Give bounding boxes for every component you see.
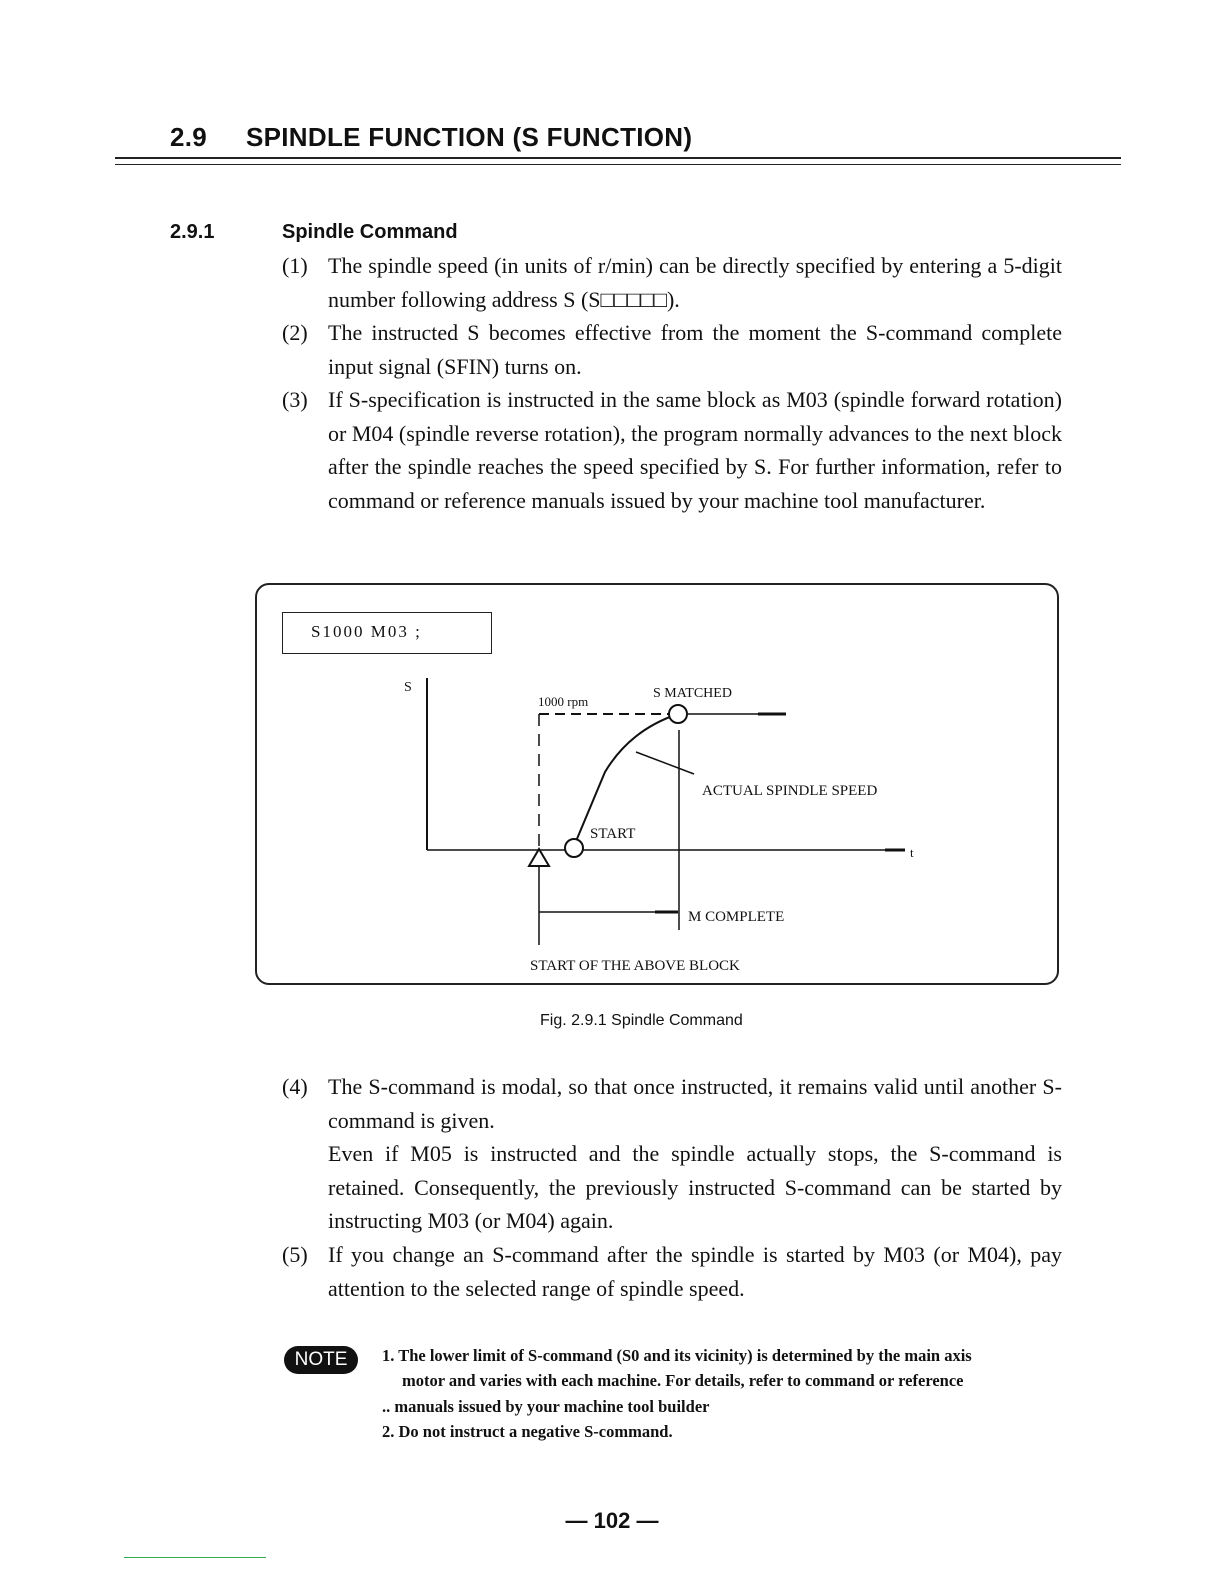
actual-speed-leader — [636, 752, 694, 774]
note-line: 2. Do not instruct a negative S-command. — [382, 1422, 673, 1441]
s-matched-marker — [669, 705, 687, 723]
list-item — [282, 1238, 1062, 1305]
m-complete-label: M COMPLETE — [688, 909, 785, 925]
axis-t-label: t — [910, 845, 914, 860]
list-item-text-continued: Even if M05 is instructed and the spindle actually stops, the S-command is retained. Consequently, the previously instructed S-command can be started by instructing M03 (or M04) again. — [328, 1141, 1062, 1233]
block-start-triangle — [529, 849, 549, 866]
section-number: 2.9 — [170, 122, 208, 152]
start-marker — [565, 839, 583, 857]
list-item — [282, 1070, 1062, 1238]
rpm-label: 1000 rpm — [538, 694, 589, 709]
list-item-label: (2) — [282, 320, 308, 345]
note-badge: NOTE — [284, 1346, 358, 1374]
list-item-text: The S-command is modal, so that once instructed, it remains valid until another S-command is given. — [328, 1074, 1062, 1133]
footer-rule — [124, 1557, 266, 1558]
page-number: — 102 — — [565, 1508, 659, 1533]
start-label: START — [590, 826, 636, 842]
list-item-text: The instructed S becomes effective from the moment the S-command complete input signal (SFIN) turns on. — [328, 320, 1062, 379]
start-block-label: START OF THE ABOVE BLOCK — [530, 958, 740, 974]
s-matched-label: S MATCHED — [653, 686, 732, 701]
note-line: 1. The lower limit of S-command (S0 and its vicinity) is determined by the main axis — [382, 1346, 972, 1365]
list-item-label: (3) — [282, 387, 308, 412]
command-box: S1000 M03 ; — [282, 612, 492, 654]
list-item-text: If you change an S-command after the spindle is started by M03 (or M04), pay attention to the selected range of spindle speed. — [328, 1242, 1062, 1301]
list-item-label: (5) — [282, 1242, 308, 1267]
figure-caption: Fig. 2.9.1 Spindle Command — [540, 1012, 743, 1029]
list-item-label: (4) — [282, 1074, 308, 1099]
note-line: motor and varies with each machine. For details, refer to command or reference — [402, 1371, 964, 1390]
subsection-title: Spindle Command — [282, 221, 458, 243]
section-heading: SPINDLE FUNCTION (S FUNCTION) — [246, 122, 693, 152]
list-item-text: If S-specification is instructed in the same block as M03 (spindle forward rotation) or M04 (spindle reverse rotation), the program normally advances to the next block after the spindle reaches the speed specified by S. For further information, refer to command or reference manuals issued by your machine tool manufacturer. — [328, 387, 1062, 513]
subsection-number: 2.9.1 — [170, 221, 215, 243]
note-line: .. manuals issued by your machine tool builder — [382, 1397, 710, 1416]
actual-speed-label: ACTUAL SPINDLE SPEED — [702, 783, 878, 799]
list-item-text: The spindle speed (in units of r/min) can be directly specified by entering a 5-digit number following address S (S□□□□□). — [328, 253, 1062, 312]
list-item-label: (1) — [282, 253, 308, 278]
axis-s-label: S — [404, 680, 412, 695]
